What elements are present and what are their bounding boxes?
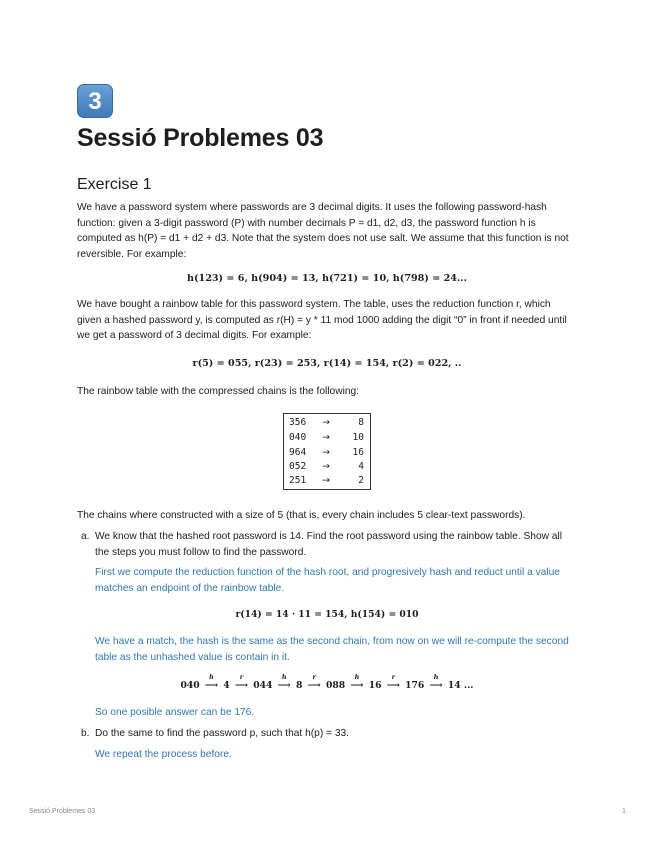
chain-value: 176 bbox=[405, 680, 425, 691]
chain-value: 4 bbox=[223, 680, 230, 691]
item-a-answer-1: First we compute the reduction function of the hash root, and progresively hash and reduct until a value matches an endpoint of the rainbow table. bbox=[95, 567, 560, 594]
chain-value: 044 bbox=[253, 680, 273, 691]
chain-end: 10 bbox=[352, 432, 364, 443]
item-a-answer-3: So one posible answer can be 176. bbox=[95, 707, 255, 718]
table-row bbox=[284, 474, 370, 488]
item-a-label: a. bbox=[81, 531, 90, 542]
arrow-icon: → bbox=[322, 417, 330, 428]
table-row bbox=[284, 431, 370, 445]
chain-end: 8 bbox=[358, 417, 364, 428]
rainbow-table bbox=[283, 413, 371, 490]
chain-arrow-icon: r ⟶ bbox=[307, 673, 321, 691]
rainbow-intro-paragraph: We have bought a rainbow table for this password system. The table, uses the reduction function r, which given a hashed password y, is computed as r(H) = y * 11 mod 1000 adding the digit “0” in front if needed until we get a password of 3 decimal digits. For example: bbox=[77, 299, 567, 341]
item-b-label: b. bbox=[81, 728, 90, 739]
table-row bbox=[284, 416, 370, 430]
chain-value: 16 bbox=[368, 680, 382, 691]
item-a-formula: r(14) = 14 · 11 = 154, h(154) = 010 bbox=[235, 609, 419, 620]
reduction-example-formula: r(5) = 055, r(23) = 253, r(14) = 154, r(2) = 022, .. bbox=[192, 358, 462, 369]
chains-note: The chains where constructed with a size of 5 (that is, every chain includes 5 clear-text passwords). bbox=[77, 510, 526, 521]
hash-example-formula: h(123) = 6, h(904) = 13, h(721) = 10, h(798) = 24... bbox=[187, 273, 467, 284]
chain-arrow-icon: h ⟶ bbox=[429, 673, 443, 691]
chain-start: 040 bbox=[289, 432, 307, 443]
chain-arrow-icon: h ⟶ bbox=[277, 673, 291, 691]
table-intro-paragraph: The rainbow table with the compressed chains is the following: bbox=[77, 386, 360, 397]
table-row bbox=[284, 460, 370, 474]
page-number: 1 bbox=[622, 808, 626, 815]
chain-value: 14 ... bbox=[447, 680, 474, 691]
item-a-chain bbox=[77, 673, 577, 691]
page-title: Sessió Problemes 03 bbox=[77, 124, 324, 152]
chain-arrow-icon: h ⟶ bbox=[204, 673, 219, 691]
keycap-3-icon: 3 bbox=[77, 84, 113, 118]
intro-paragraph: We have a password system where passwords are 3 decimal digits. It uses the following password-hash function: given a 3-digit password (P) with number decimals P = d1, d2, d3, the password function h is computed as h(P) = d1 + d2 + d3. Note that the system does not use salt. We assume that this function is not reversible. For example: bbox=[77, 202, 569, 260]
arrow-icon: → bbox=[322, 461, 330, 472]
table-row bbox=[284, 446, 370, 460]
chain-value: 088 bbox=[326, 680, 346, 691]
footer-title: Sessió Problemes 03 bbox=[29, 808, 96, 815]
item-a-answer-2: We have a match, the hash is the same as the second chain, from now on we will re-compute the second table as the unhashed value is contain in it. bbox=[95, 636, 569, 663]
arrow-icon: → bbox=[322, 432, 330, 443]
chain-end: 2 bbox=[358, 475, 364, 486]
item-a-question: We know that the hashed root password is 14. Find the root password using the rainbow table. Show all the steps you must follow to find the password. bbox=[95, 531, 563, 558]
item-b-question: Do the same to find the password p, such that h(p) = 33. bbox=[95, 728, 349, 739]
chain-start: 251 bbox=[289, 475, 307, 486]
chain-value: 8 bbox=[296, 680, 303, 691]
item-b-answer-1: We repeat the process before. bbox=[95, 749, 232, 760]
chain-start: 052 bbox=[289, 461, 307, 472]
chain-value: 040 bbox=[180, 680, 200, 691]
chain-start: 356 bbox=[289, 417, 307, 428]
chain-end: 16 bbox=[352, 447, 364, 458]
exercise-heading: Exercise 1 bbox=[77, 176, 152, 193]
chain-arrow-icon: r ⟶ bbox=[386, 673, 400, 691]
chain-start: 964 bbox=[289, 447, 307, 458]
chain-arrow-icon: r ⟶ bbox=[234, 673, 249, 691]
arrow-icon: → bbox=[322, 447, 330, 458]
chain-end: 4 bbox=[358, 461, 364, 472]
arrow-icon: → bbox=[322, 475, 330, 486]
chain-arrow-icon: h ⟶ bbox=[350, 673, 364, 691]
